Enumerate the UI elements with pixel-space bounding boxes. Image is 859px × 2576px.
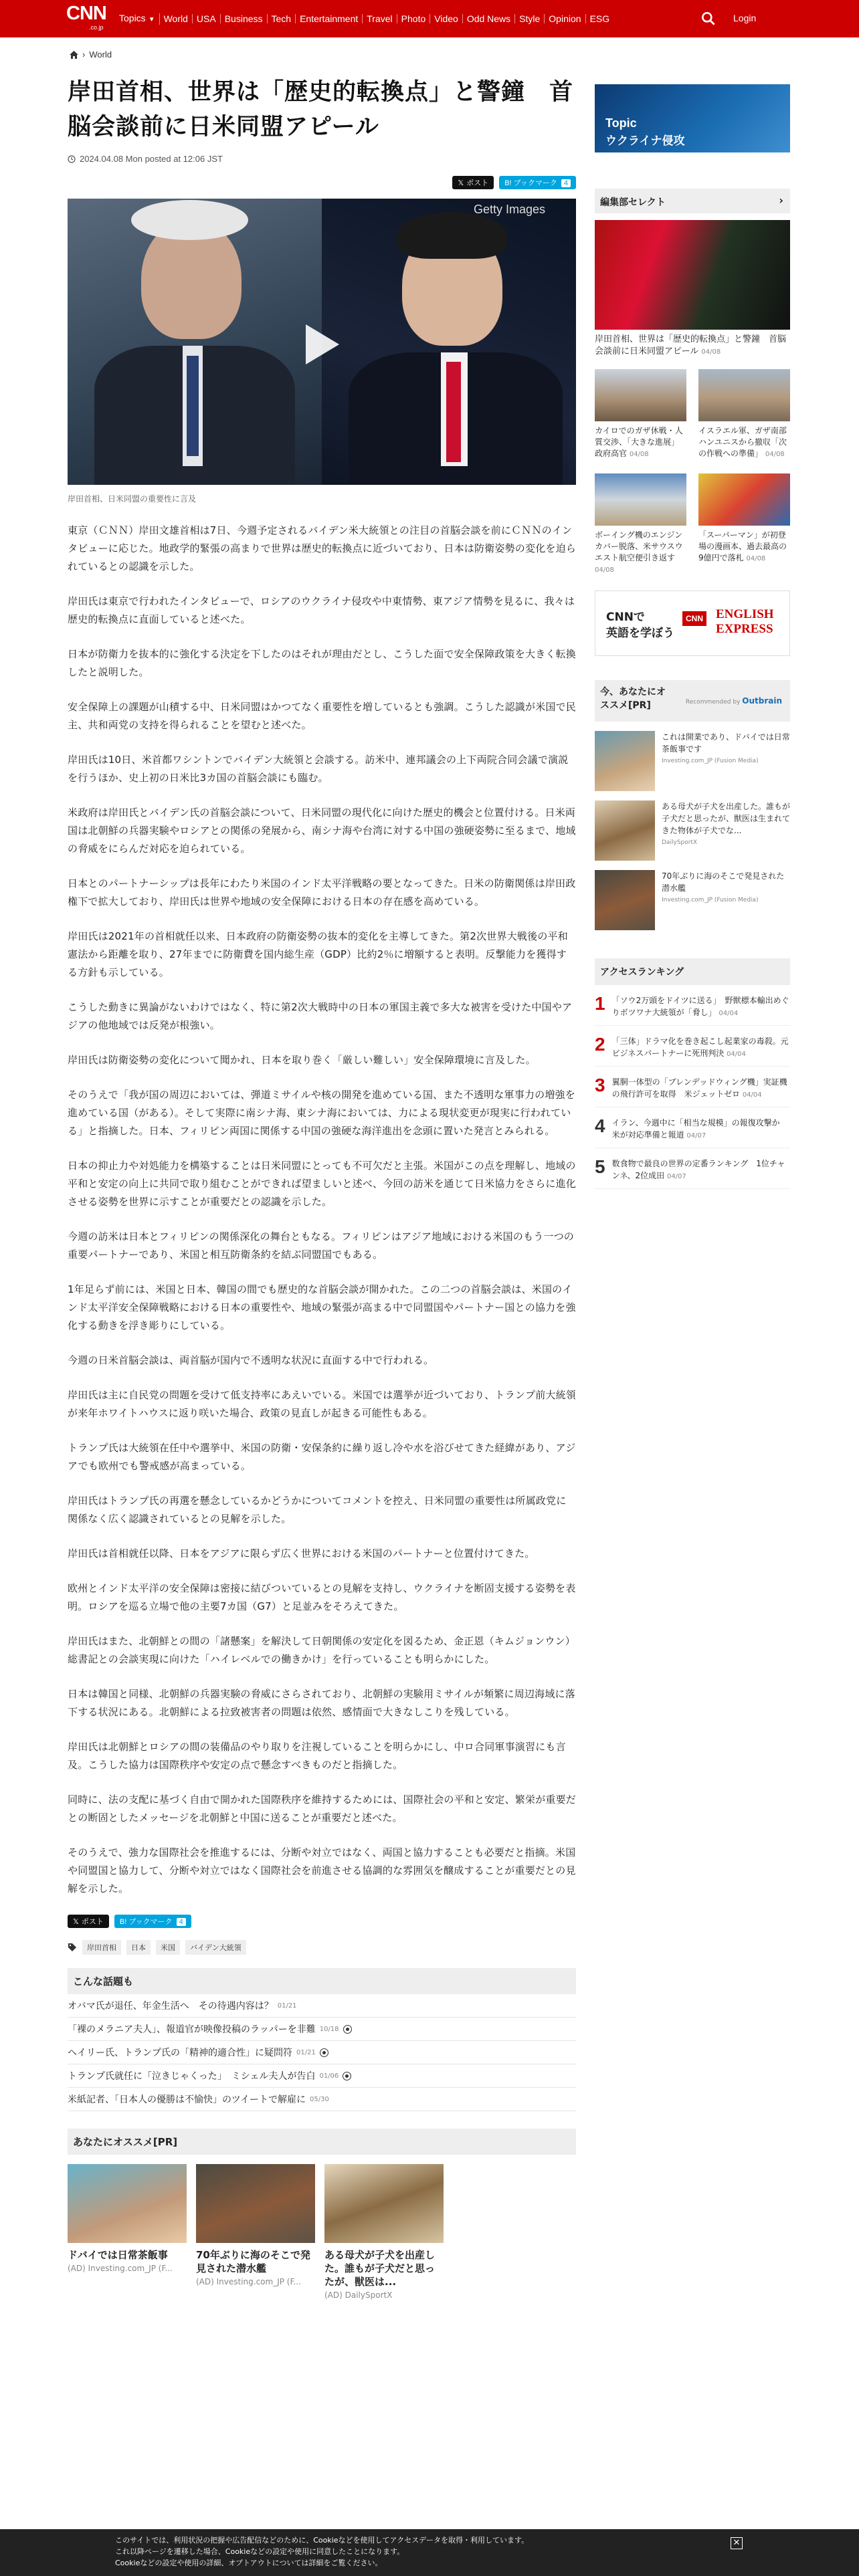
sidebar [595, 84, 790, 1189]
hair-shape [131, 200, 248, 240]
breadcrumb-world[interactable]: World [89, 49, 112, 60]
nav-travel[interactable]: Travel [363, 14, 397, 23]
chevron-down-icon: ▼ [148, 15, 155, 23]
outbrain-image [595, 800, 655, 861]
x-post-button[interactable]: 𝕏 ポスト [452, 176, 494, 189]
video-right-half [322, 199, 576, 485]
nav-style[interactable]: Style [515, 14, 545, 23]
ranking-heading: アクセスランキング [595, 958, 790, 985]
outbrain-item[interactable]: これは開業であり、ドバイでは日常茶飯事です Investing.com_JP (Fusion Media) [595, 731, 790, 791]
paragraph: 欧州とインド太平洋の安全保障は密接に結びついているとの見解を支持し、ウクライナを断固支援する姿勢を表明。ロシアを巡る立場で他の主要7カ国（G7）と足並みをそろえてきた。 [68, 1582, 576, 1612]
nav-opinion[interactable]: Opinion [545, 14, 585, 23]
paragraph: 1年足らず前には、米国と日本、韓国の間でも歴史的な首脳会談が開かれた。この二つの首脳会談は、米国のインド太平洋安全保障戦略における日本の重要性や、地域の緊張が高まる中で同盟国やパートナー国との協力を強化する動きを浮き彫りにしている。 [68, 1283, 576, 1331]
cnn-logo[interactable] [66, 4, 106, 33]
ranking-item[interactable]: 1 「ソウ2万頭をドイツに送る」 野獣標本輸出めぐりボツワナ大統領が「脅し」 04/04 [595, 994, 790, 1026]
paragraph: そのうえで、強力な国際社会を推進するには、分断や対立ではなく、両国と協力することも必要だと指摘。米国や同盟国と協力して、分断や対立ではなく国際社会を前進させる協調的な雰囲気を醸成することが重要だとの見解を示した。 [68, 1846, 576, 1895]
cookie-text: このサイトでは、利用状況の把握や広告配信などのために、Cookieなどを使用してアクセスデータを取得・利用しています。 これ以降ページを遷移した場合、Cookieなどの設定や使用に同意したことになります。 Cookieなどの設定や使用の詳細、オプトアウトについては詳細をご覧ください。 [115, 2536, 529, 2567]
ranking-list [595, 994, 790, 1189]
cnn-badge: CNN [682, 611, 706, 626]
outbrain-heading: 今、あなたにオススメ[PR] Recommended by Outbrain [595, 680, 790, 722]
ranking-item[interactable]: 3 翼胴一体型の「ブレンデッドウィング機」実証機の飛行許可を取得 米ジェットゼロ 04/04 [595, 1076, 790, 1107]
paragraph: 日本の抑止力や対処能力を構築することは日米同盟にとっても不可欠だと主張。米国がこの点を理解し、地域の平和と安定の向上に共同で取り組むことができれば望ましいと述べ、今回の訪米を通じて日米協力をさらに進化させる姿勢を世界に示すことが重要だとの認識を示した。 [68, 1160, 577, 1208]
editor-image [595, 473, 686, 526]
hatena-bookmark-button[interactable]: B! ブックマーク 4 [114, 1915, 191, 1928]
share-buttons [68, 176, 576, 189]
outbrain-item[interactable]: 70年ぶりに海のそこで発見された潜水艦 Investing.com_JP (Fusion Media) [595, 870, 790, 930]
paragraph: 岸田氏は主に自民党の問題を受けて低支持率にあえいでいる。米国では選挙が近づいており、トランプ前大統領が来年ホワイトハウスに返り咲いた場合、政策の見直しが起きる可能性もある。 [68, 1389, 577, 1419]
cnn-english-express-ad[interactable]: CNNで 英語を学ぼう CNN ENGLISH EXPRESS [595, 591, 790, 656]
breadcrumb-separator-icon: › [82, 49, 86, 60]
topic-title: ウクライナ侵攻 [605, 134, 685, 148]
paragraph: 岸田氏は防衛姿勢の変化について聞かれ、日本を取り巻く「厳しい難しい」安全保障環境に言及した。 [68, 1054, 536, 1066]
paragraph: 今週の日米首脳会談は、両首脳が国内で不透明な状況に直面する中で行われる。 [68, 1354, 434, 1366]
clock-icon [68, 155, 76, 163]
video-icon [320, 2048, 328, 2057]
outbrain-badge[interactable]: Recommended by Outbrain [685, 696, 782, 706]
paragraph: 同時に、法の支配に基づく自由で開かれた国際秩序を維持するためには、国際社会の平和と安定、繁栄が重要だとの断固としたメッセージを北朝鮮と中国に送ることが重要だと述べた。 [68, 1794, 577, 1824]
tag[interactable]: 米国 [156, 1940, 180, 1955]
outbrain-image [595, 731, 655, 791]
list-item[interactable]: ヘイリー氏、トランプ氏の「精神的適合性」に疑問符 01/21 [68, 2041, 576, 2064]
top-navigation-bar [0, 0, 859, 37]
paragraph: 日本は韓国と同様、北朝鮮の兵器実験の脅威にさらされており、北朝鮮の実験用ミサイルが頻繁に周辺海域に落下する状況にある。北朝鮮による拉致被害者の問題は依然、感情面で大きなしこりを残している。 [68, 1688, 575, 1718]
tag[interactable]: 岸田首相 [82, 1940, 121, 1955]
article-video[interactable] [68, 199, 576, 485]
paragraph: 岸田氏はまた、北朝鮮との間の「諸懸案」を解決して日朝関係の安定化を図るため、金正恩（キムジョンウン）総書記との会談実現に向けた「ハイレベルでの働きかけ」を行っていることも明らかにした。 [68, 1635, 575, 1665]
recommended-image [196, 2164, 315, 2243]
paragraph: 岸田氏は東京で行われたインタビューで、ロシアのウクライナ侵攻や中東情勢、東アジア情勢を見るに、我々は歴史的転換点に直面していると述べた。 [68, 595, 575, 625]
list-item[interactable]: 「裸のメラニア夫人」、報道官が映像投稿のラッパーを非難 10/18 [68, 2018, 576, 2041]
recommended-image [68, 2164, 187, 2243]
editor-main-title[interactable]: 岸田首相、世界は「歴史的転換点」と警鐘 首脳会談前に日米同盟アピール 04/08 [595, 334, 787, 356]
nav-business[interactable]: Business [221, 14, 268, 23]
x-icon: 𝕏 [73, 1917, 79, 1926]
bookmark-count: 4 [177, 1918, 186, 1926]
editor-select-heading: 編集部セレクト › [595, 189, 790, 213]
video-left-half [68, 199, 322, 485]
home-icon[interactable] [70, 51, 78, 59]
related-topics-heading: こんな話題も [68, 1968, 576, 1994]
nav-entertainment[interactable]: Entertainment [296, 14, 363, 23]
outbrain-item[interactable]: ある母犬が子犬を出産した。誰もが子犬だと思ったが、獣医は生まれてきた物体が子犬でな... DailySportX [595, 800, 790, 861]
recommended-source: (AD) Investing.com_JP (F... [196, 2277, 301, 2286]
list-item[interactable]: 米紙記者、「日本人の優勝は不愉快」のツイートで解雇に 05/30 [68, 2088, 576, 2111]
nav-usa[interactable]: USA [193, 14, 221, 23]
editor-image [595, 369, 686, 421]
x-icon: 𝕏 [458, 179, 464, 187]
hair-shape [397, 212, 507, 259]
paragraph: 安全保障上の課題が山積する中、日米同盟はかつてなく重要性を増しているとも強調。こうした認識が米国で民主、共和両党の支持を得られることを望むと述べた。 [68, 701, 577, 731]
topic-banner[interactable] [595, 84, 790, 152]
ranking-item[interactable]: 4 イラン、今週中に「相当な規模」の報復攻撃か 米が対応準備と報道 04/07 [595, 1117, 790, 1148]
article-body [68, 522, 576, 1898]
paragraph: 岸田氏は2021年の首相就任以来、日本政府の防衛姿勢の抜本的変化を主導してきた。第2次世界大戦後の平和憲法から距離を取り、27年までに防衛費を国内総生産（GDP）比約2％に増額すると表明。反撃能力を獲得する方針も示している。 [68, 930, 568, 978]
nav-odd-news[interactable]: Odd News [463, 14, 515, 23]
paragraph: 岸田氏は北朝鮮とロシアの間の装備品のやり取りを注視していることを明らかにし、中ロ合同軍事演習にも言及。こうした協力は国際秩序や安定の点で懸念すべきものだと指摘した。 [68, 1741, 566, 1771]
recommended-cards [68, 2164, 576, 2300]
cookie-consent-bar [0, 2529, 859, 2576]
breadcrumb [70, 49, 112, 60]
list-item[interactable]: オバマ氏が退任、年金生活へ その待遇内容は？ 01/21 [68, 1994, 576, 2018]
video-credit: Getty Images [473, 203, 545, 216]
nav-photo[interactable]: Photo [397, 14, 431, 23]
paragraph: 東京（ＣＮＮ）岸田文雄首相は7日、今週予定されるバイデン米大統領との注目の首脳会談を前にＣＮＮのインタビューに応じた。地政学的緊張の高まりで世界は歴史的転換点に近づいており、日本は防衛姿勢の変化を迫られているとの認識を示した。 [68, 524, 577, 572]
video-icon [343, 2072, 351, 2080]
tag[interactable]: 日本 [126, 1940, 151, 1955]
article-column [68, 75, 576, 2300]
recommended-source: (AD) DailySportX [324, 2290, 393, 2300]
paragraph: そのうえで「我が国の周辺においては、弾道ミサイルや核の開発を進めている国、また不透明な軍事力の増強を進めている国（がある）。そして実際に南シナ海、東シナ海においては、力による現状変更が現実に行われている」と指摘した。日本、フィリピン両国に関係する中国の強硬な海洋進出を念頭に置いた発言とみられる。 [68, 1089, 575, 1137]
paragraph: 岸田氏はトランプ氏の再選を懸念しているかどうかについてコメントを控え、日米同盟の重要性は所属政党に関係なく広く認識されているとの見解を示した。 [68, 1495, 567, 1525]
paragraph: 今週の訪米は日本とフィリピンの関係深化の舞台ともなる。フィリピンはアジア地域における米国のもう一つの重要パートナーであり、米国と相互防衛条約を結ぶ同盟国でもある。 [68, 1230, 575, 1261]
hatena-bookmark-button[interactable]: B! ブックマーク 4 [499, 176, 576, 189]
ranking-item[interactable]: 2 「三体」ドラマ化を巻き起こし起業家の毒殺。元ビジネスパートナーに死刑判決 04/04 [595, 1035, 790, 1067]
editor-item[interactable]: ボーイング機のエンジンカバー脱落、米サウスウエスト航空便引き返す 04/08 [595, 473, 686, 576]
paragraph: 日本とのパートナーシップは長年にわたり米国のインド太平洋戦略の要となってきた。日米の防衛関係は岸田政権下で拡大しており、岸田氏は世界や地域の安全保障における日本の存在感を高めている。 [68, 877, 576, 907]
tie-shape [187, 356, 199, 456]
x-post-button[interactable]: 𝕏 ポスト [68, 1915, 109, 1928]
recommended-card[interactable] [324, 2164, 444, 2300]
article-title: 岸田首相、世界は「歴史的転換点」と警鐘 首脳会談前に日米同盟アピール [68, 79, 574, 140]
paragraph: 米政府は岸田氏とバイデン氏の首脳会談について、日米同盟の現代化に向けた歴史的機会と位置付ける。日米両国は北朝鮮の兵器実験やロシアとの関係の発展から、南シナ海や台湾に対する中国の強硬姿勢に至るまで、地域の脅威をにらんだ対応を迫られている。 [68, 807, 576, 855]
main-nav [115, 0, 613, 37]
paragraph: 日本が防衛力を抜本的に強化する決定を下したのはそれが理由だとし、こうした面で安全保障政策を大きく転換したと説明した。 [68, 648, 577, 678]
recommended-card[interactable] [196, 2164, 315, 2300]
date-text: 2024.04.08 Mon posted at 12:06 JST [80, 154, 223, 164]
related-topics-list [68, 1994, 576, 2111]
video-caption: 岸田首相、日米同盟の重要性に言及 [68, 494, 197, 504]
play-icon[interactable] [306, 324, 339, 364]
chevron-right-icon[interactable]: › [779, 194, 783, 207]
article-date [68, 154, 576, 164]
video-icon [343, 2025, 352, 2034]
close-icon[interactable]: ✕ [731, 2537, 743, 2549]
list-item[interactable]: トランプ氏就任に「泣きじゃくった」 ミシェル夫人が告白 01/06 [68, 2064, 576, 2088]
logo-domain: .co.jp [89, 24, 104, 31]
nav-esg[interactable]: ESG [589, 13, 610, 24]
editor-item[interactable]: カイロでのガザ休戦・人質交渉、「大きな進展」政府高官 04/08 [595, 369, 686, 460]
paragraph: 岸田氏は10日、米首都ワシントンでバイデン大統領と会談する。訪米中、連邦議会の上下両院合同会議で演説を行うほか、史上初の日米比3カ国の首脳会談にも臨む。 [68, 754, 569, 784]
logo-text: CNN [66, 3, 106, 24]
editor-grid [595, 369, 790, 576]
nav-video[interactable]: Video [430, 14, 463, 23]
ranking-item[interactable]: 5 数食物で最良の世界の定番ランキング 1位チャンネ、2位成田 04/07 [595, 1158, 790, 1189]
share-buttons-bottom [68, 1915, 576, 1928]
nav-topics[interactable]: Topics ▼ [115, 13, 160, 25]
editor-main-image[interactable] [595, 220, 790, 330]
editor-item[interactable]: イスラエル軍、ガザ南部ハンユニスから撤収「次の作戦への準備」 04/08 [698, 369, 790, 460]
editor-image [698, 369, 790, 421]
tag-list [68, 1940, 576, 1955]
recommended-heading: あなたにオススメ[PR] [68, 2129, 576, 2155]
nav-world[interactable]: World [160, 14, 193, 23]
paragraph: こうした動きに異論がないわけではなく、特に第2次大戦時中の日本の軍国主義で多大な被害を受けた中国やアジアの他地域では反発が根強い。 [68, 1001, 573, 1031]
outbrain-image [595, 870, 655, 930]
editor-item[interactable]: 「スーパーマン」が初登場の漫画本、過去最高の9億円で落札 04/08 [698, 473, 790, 576]
editor-image [698, 473, 790, 526]
tag[interactable]: バイデン大統領 [185, 1940, 246, 1955]
recommended-card[interactable] [68, 2164, 187, 2300]
recommended-image [324, 2164, 444, 2243]
search-icon[interactable] [700, 10, 717, 27]
recommended-source: (AD) Investing.com_JP (F... [68, 2264, 173, 2273]
topic-label: Topic [605, 116, 637, 130]
outbrain-list [595, 731, 790, 930]
nav-tech[interactable]: Tech [268, 14, 296, 23]
english-express-logo: ENGLISH EXPRESS [716, 607, 774, 636]
recommended-title: ある母犬が子犬を出産した。誰もが子犬だと思ったが、獣医は... [324, 2249, 436, 2288]
paragraph: 岸田氏は首相就任以降、日本をアジアに限らず広く世界における米国のパートナーと位置付けてきた。 [68, 1547, 535, 1560]
paragraph: トランプ氏は大統領在任中や選挙中、米国の防衛・安保条約に繰り返し冷や水を浴びせてきた経緯があり、アジアでも欧州でも警戒感が高まっている。 [68, 1442, 576, 1472]
tag-icon [68, 1943, 77, 1952]
recommended-title: 70年ぶりに海のそこで発見された潜水艦 [196, 2249, 310, 2274]
bookmark-count: 4 [561, 179, 571, 187]
recommended-title: ドバイでは日常茶飯事 [68, 2249, 168, 2261]
tie-shape [446, 362, 461, 462]
login-link[interactable]: Login [733, 13, 757, 23]
